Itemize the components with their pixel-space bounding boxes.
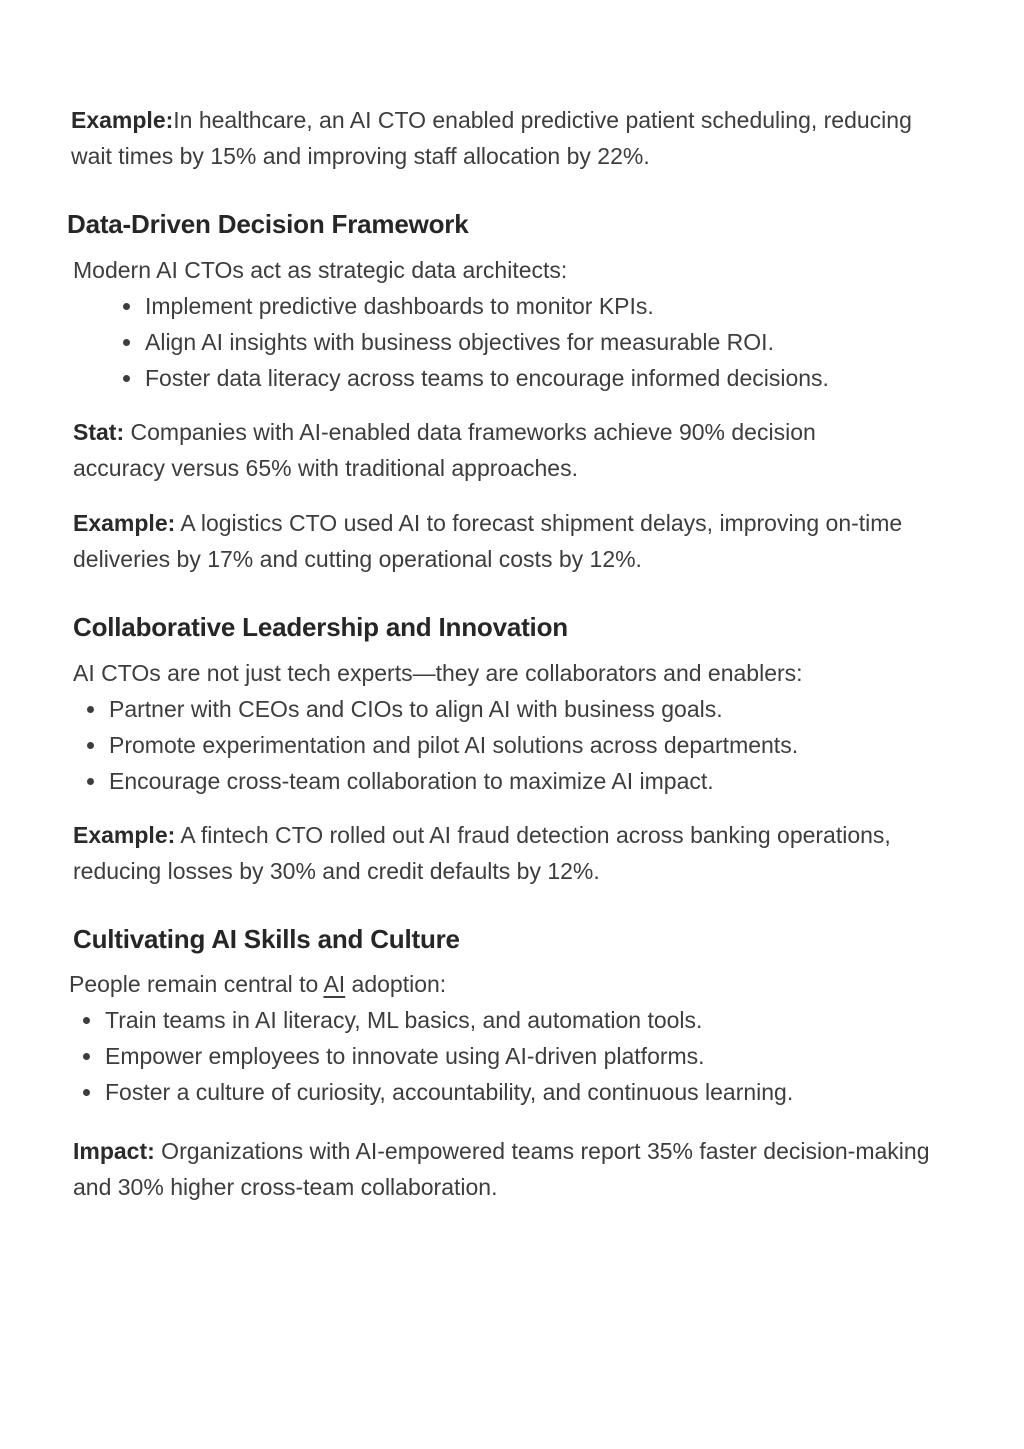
bullet-icon xyxy=(83,1017,90,1024)
bullet-icon xyxy=(87,706,94,713)
bullet-icon xyxy=(87,742,94,749)
list-item: Align AI insights with business objectives for measurable ROI. xyxy=(145,324,985,360)
skills-intro: People remain central to AI adoption: xyxy=(69,971,447,997)
stat-label: Stat: xyxy=(73,419,125,445)
example-text: A logistics CTO used AI to forecast shipment delays, improving on-time deliveries by 17% and cutting operational costs by 12%. xyxy=(73,510,903,572)
impact-text: Organizations with AI-empowered teams report 35% faster decision-making and 30% higher cross-team collaboration. xyxy=(73,1138,930,1200)
list-item: Encourage cross-team collaboration to maximize AI impact. xyxy=(109,763,969,799)
collaborative-intro: AI CTOs are not just tech experts—they are collaborators and enablers: xyxy=(73,660,803,686)
skills-list xyxy=(105,1002,965,1110)
stat-text: Companies with AI-enabled data frameworks achieve 90% decision accuracy versus 65% with traditional approaches. xyxy=(73,419,816,481)
list-item: Implement predictive dashboards to monitor KPIs. xyxy=(145,288,985,324)
stat-paragraph xyxy=(73,414,913,486)
impact-label: Impact: xyxy=(73,1138,155,1164)
bullet-icon xyxy=(123,339,130,346)
collaborative-list xyxy=(109,691,969,799)
bullet-icon xyxy=(83,1053,90,1060)
list-item: Partner with CEOs and CIOs to align AI with business goals. xyxy=(109,691,969,727)
list-item: Foster data literacy across teams to encourage informed decisions. xyxy=(145,360,985,396)
list-item: Promote experimentation and pilot AI solutions across departments. xyxy=(109,727,969,763)
example-text: A fintech CTO rolled out AI fraud detection across banking operations, reducing losses by 30% and credit defaults by 12%. xyxy=(73,822,891,884)
bullet-icon xyxy=(123,375,130,382)
heading-collaborative: Collaborative Leadership and Innovation xyxy=(73,612,568,642)
bullet-icon xyxy=(87,778,94,785)
bullet-icon xyxy=(83,1089,90,1096)
list-item: Empower employees to innovate using AI-driven platforms. xyxy=(105,1038,965,1074)
example-label: Example: xyxy=(73,822,176,848)
list-item: Train teams in AI literacy, ML basics, and automation tools. xyxy=(105,1002,965,1038)
heading-skills: Cultivating AI Skills and Culture xyxy=(73,924,460,954)
heading-data-driven: Data-Driven Decision Framework xyxy=(67,209,469,239)
data-driven-intro: Modern AI CTOs act as strategic data architects: xyxy=(73,257,568,283)
ai-link[interactable]: AI xyxy=(323,971,346,997)
example-text: In healthcare, an AI CTO enabled predictive patient scheduling, reducing wait times by 15% and improving staff allocation by 22%. xyxy=(71,107,912,169)
example-label: Example: xyxy=(71,107,174,133)
example-fintech-paragraph xyxy=(73,817,893,889)
example-label: Example: xyxy=(73,510,176,536)
data-driven-list xyxy=(145,288,985,396)
example-logistics-paragraph xyxy=(73,505,953,577)
impact-paragraph xyxy=(73,1133,963,1205)
example-healthcare-paragraph xyxy=(71,102,931,174)
list-item: Foster a culture of curiosity, accountability, and continuous learning. xyxy=(105,1074,965,1110)
bullet-icon xyxy=(123,303,130,310)
